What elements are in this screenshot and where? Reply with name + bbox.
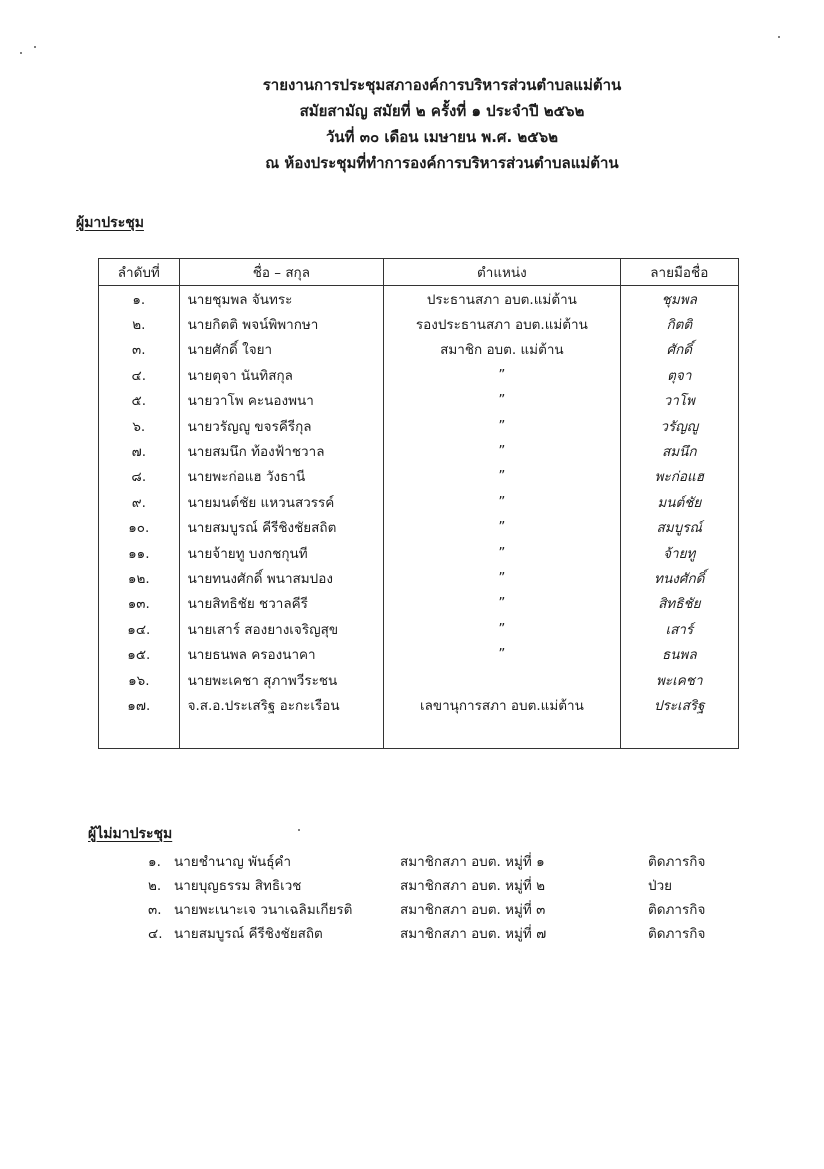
- row-number: ๘.: [99, 464, 180, 489]
- table-row: [99, 337, 739, 362]
- table-row: [99, 540, 739, 565]
- column-header-name: ชื่อ – สกุล: [179, 259, 384, 286]
- absentee-number: ๒.: [148, 878, 162, 894]
- table-row: [99, 388, 739, 413]
- attendee-position: ”: [384, 591, 620, 616]
- absentee-name: นายพะเนาะเจ วนาเฉลิมเกียรติ: [174, 902, 353, 918]
- table-row: [99, 362, 739, 387]
- row-number: ๑๗.: [99, 692, 180, 717]
- list-item: [148, 894, 748, 918]
- absentee-position: สมาชิกสภา อบต. หมู่ที่ ๗: [400, 926, 547, 942]
- absentee-position: สมาชิกสภา อบต. หมู่ที่ ๒: [400, 878, 545, 894]
- absentee-reason: ติดภารกิจ: [648, 926, 706, 942]
- table-row: [99, 413, 739, 438]
- attendee-name: นายจ้ายทู บงกชกุนที: [179, 540, 384, 565]
- attendees-table-body: [99, 286, 739, 749]
- attendee-name: นายทนงศักดิ์ พนาสมปอง: [179, 565, 384, 590]
- row-number: ๑๐.: [99, 515, 180, 540]
- attendee-signature: พะก่อแฮ: [620, 464, 738, 489]
- attendee-name: นายวาโพ คะนองพนา: [179, 388, 384, 413]
- attendee-position: ”: [384, 464, 620, 489]
- attendee-position: ”: [384, 413, 620, 438]
- attendee-name: นายศักดิ์ ใจยา: [179, 337, 384, 362]
- attendee-signature: สมนึก: [620, 438, 738, 463]
- table-blank-row: [99, 718, 739, 749]
- column-header-no: ลำดับที่: [99, 259, 180, 286]
- absentee-number: ๔.: [148, 926, 163, 942]
- attendee-position: ”: [384, 515, 620, 540]
- row-number: ๓.: [99, 337, 180, 362]
- row-number: ๑๖.: [99, 667, 180, 692]
- absentee-reason: ติดภารกิจ: [648, 902, 706, 918]
- table-row: [99, 616, 739, 641]
- row-number: ๑๓.: [99, 591, 180, 616]
- row-number: ๖.: [99, 413, 180, 438]
- absentee-number: ๑.: [148, 854, 161, 870]
- attendee-signature: ธนพล: [620, 641, 738, 666]
- attendee-position: ”: [384, 438, 620, 463]
- attendee-name: นายวรัญญู ขจรคีรีกุล: [179, 413, 384, 438]
- attendee-signature: ชุมพล: [620, 286, 738, 312]
- attendee-signature: สิทธิชัย: [620, 591, 738, 616]
- attendee-signature: เสาร์: [620, 616, 738, 641]
- row-number: ๑๔.: [99, 616, 180, 641]
- absentee-position: สมาชิกสภา อบต. หมู่ที่ ๑: [400, 854, 545, 870]
- row-number: ๒.: [99, 311, 180, 336]
- attendee-name: นายมนต์ชัย แหวนสวรรค์: [179, 489, 384, 514]
- absentee-name: นายชำนาญ พันธุ์คำ: [174, 854, 292, 870]
- attendee-position: ”: [384, 616, 620, 641]
- document-header: [0, 72, 824, 176]
- scan-speck: [34, 46, 36, 48]
- table-row: [99, 489, 739, 514]
- absentees-heading: ผู้ไม่มาประชุม: [88, 826, 173, 842]
- column-header-signature: ลายมือชื่อ: [620, 259, 738, 286]
- attendee-signature: พะเคชา: [620, 667, 738, 692]
- attendee-position: [384, 667, 620, 692]
- attendees-heading: ผู้มาประชุม: [76, 215, 144, 231]
- list-item: [148, 870, 748, 894]
- table-row: [99, 591, 739, 616]
- scan-speck: [298, 829, 300, 831]
- attendee-signature: ประเสริฐ: [620, 692, 738, 717]
- table-row: [99, 641, 739, 666]
- row-number: ๑๑.: [99, 540, 180, 565]
- attendee-position: สมาชิก อบต. แม่ต้าน: [384, 337, 620, 362]
- list-item: [148, 846, 748, 870]
- attendee-position: ”: [384, 489, 620, 514]
- attendee-position: ”: [384, 388, 620, 413]
- attendee-name: นายพะเคชา สุภาพวีระชน: [179, 667, 384, 692]
- attendee-signature: วาโพ: [620, 388, 738, 413]
- attendee-position: รองประธานสภา อบต.แม่ต้าน: [384, 311, 620, 336]
- table-row: [99, 692, 739, 717]
- attendee-name: นายตุจา นันทิสกุล: [179, 362, 384, 387]
- attendee-signature: ตุจา: [620, 362, 738, 387]
- row-number: ๑๒.: [99, 565, 180, 590]
- attendee-name: นายสิทธิชัย ชวาลคีรี: [179, 591, 384, 616]
- absentee-reason: ป่วย: [648, 878, 673, 894]
- attendee-name: นายสมนึก ท้องฟ้าชวาล: [179, 438, 384, 463]
- attendee-signature: กิตติ: [620, 311, 738, 336]
- attendee-signature: วรัญญู: [620, 413, 738, 438]
- attendee-name: นายกิตติ พจน์พิพากษา: [179, 311, 384, 336]
- row-number: ๕.: [99, 388, 180, 413]
- absentee-number: ๓.: [148, 902, 162, 918]
- table-row: [99, 286, 739, 312]
- row-number: ๑๕.: [99, 641, 180, 666]
- attendee-position: ”: [384, 565, 620, 590]
- header-date: วันที่ ๓๐ เดือน เมษายน พ.ศ. ๒๕๖๒: [325, 128, 559, 146]
- attendee-position: ”: [384, 362, 620, 387]
- blank-cell: [620, 718, 738, 749]
- attendee-position: เลขานุการสภา อบต.แม่ต้าน: [384, 692, 620, 717]
- blank-cell: [384, 718, 620, 749]
- absentee-name: นายสมบูรณ์ คีรีชิงชัยสถิต: [174, 926, 323, 942]
- table-row: [99, 438, 739, 463]
- scan-speck: [778, 36, 780, 38]
- table-header-row: [99, 259, 739, 286]
- attendee-signature: สมบูรณ์: [620, 515, 738, 540]
- row-number: ๑.: [99, 286, 180, 312]
- table-row: [99, 667, 739, 692]
- attendee-position: ”: [384, 641, 620, 666]
- row-number: ๗.: [99, 438, 180, 463]
- attendee-position: ประธานสภา อบต.แม่ต้าน: [384, 286, 620, 312]
- row-number: ๙.: [99, 489, 180, 514]
- table-row: [99, 464, 739, 489]
- blank-cell: [99, 718, 180, 749]
- scan-speck: [20, 52, 22, 54]
- row-number: ๔.: [99, 362, 180, 387]
- attendee-signature: ทนงศักดิ์: [620, 565, 738, 590]
- blank-cell: [179, 718, 384, 749]
- attendee-position: ”: [384, 540, 620, 565]
- absentee-name: นายบุญธรรม สิทธิเวช: [174, 878, 302, 894]
- attendee-signature: ศักดิ์: [620, 337, 738, 362]
- header-title: รายงานการประชุมสภาองค์การบริหารส่วนตำบลแม่ต้าน: [262, 76, 622, 94]
- table-row: [99, 311, 739, 336]
- attendee-name: นายชุมพล จันทระ: [179, 286, 384, 312]
- attendee-name: นายพะก่อแฮ วังธานี: [179, 464, 384, 489]
- absentee-reason: ติดภารกิจ: [648, 854, 706, 870]
- column-header-position: ตำแหน่ง: [384, 259, 620, 286]
- attendee-name: นายธนพล ครองนาคา: [179, 641, 384, 666]
- table-row: [99, 565, 739, 590]
- attendee-name: นายสมบูรณ์ คีรีชิงชัยสถิต: [179, 515, 384, 540]
- header-venue: ณ ห้องประชุมที่ทำการองค์การบริหารส่วนตำบลแม่ต้าน: [265, 154, 619, 172]
- table-row: [99, 515, 739, 540]
- absentee-position: สมาชิกสภา อบต. หมู่ที่ ๓: [400, 902, 546, 918]
- absentees-list: [148, 846, 748, 942]
- attendees-table: [98, 258, 739, 749]
- list-item: [148, 918, 748, 942]
- attendee-name: จ.ส.อ.ประเสริฐ อะกะเรือน: [179, 692, 384, 717]
- header-session: สมัยสามัญ สมัยที่ ๒ ครั้งที่ ๑ ประจำปี ๒๕๖๒: [299, 102, 585, 120]
- attendee-signature: มนต์ชัย: [620, 489, 738, 514]
- attendee-signature: จ้ายทู: [620, 540, 738, 565]
- attendee-name: นายเสาร์ สองยางเจริญสุข: [179, 616, 384, 641]
